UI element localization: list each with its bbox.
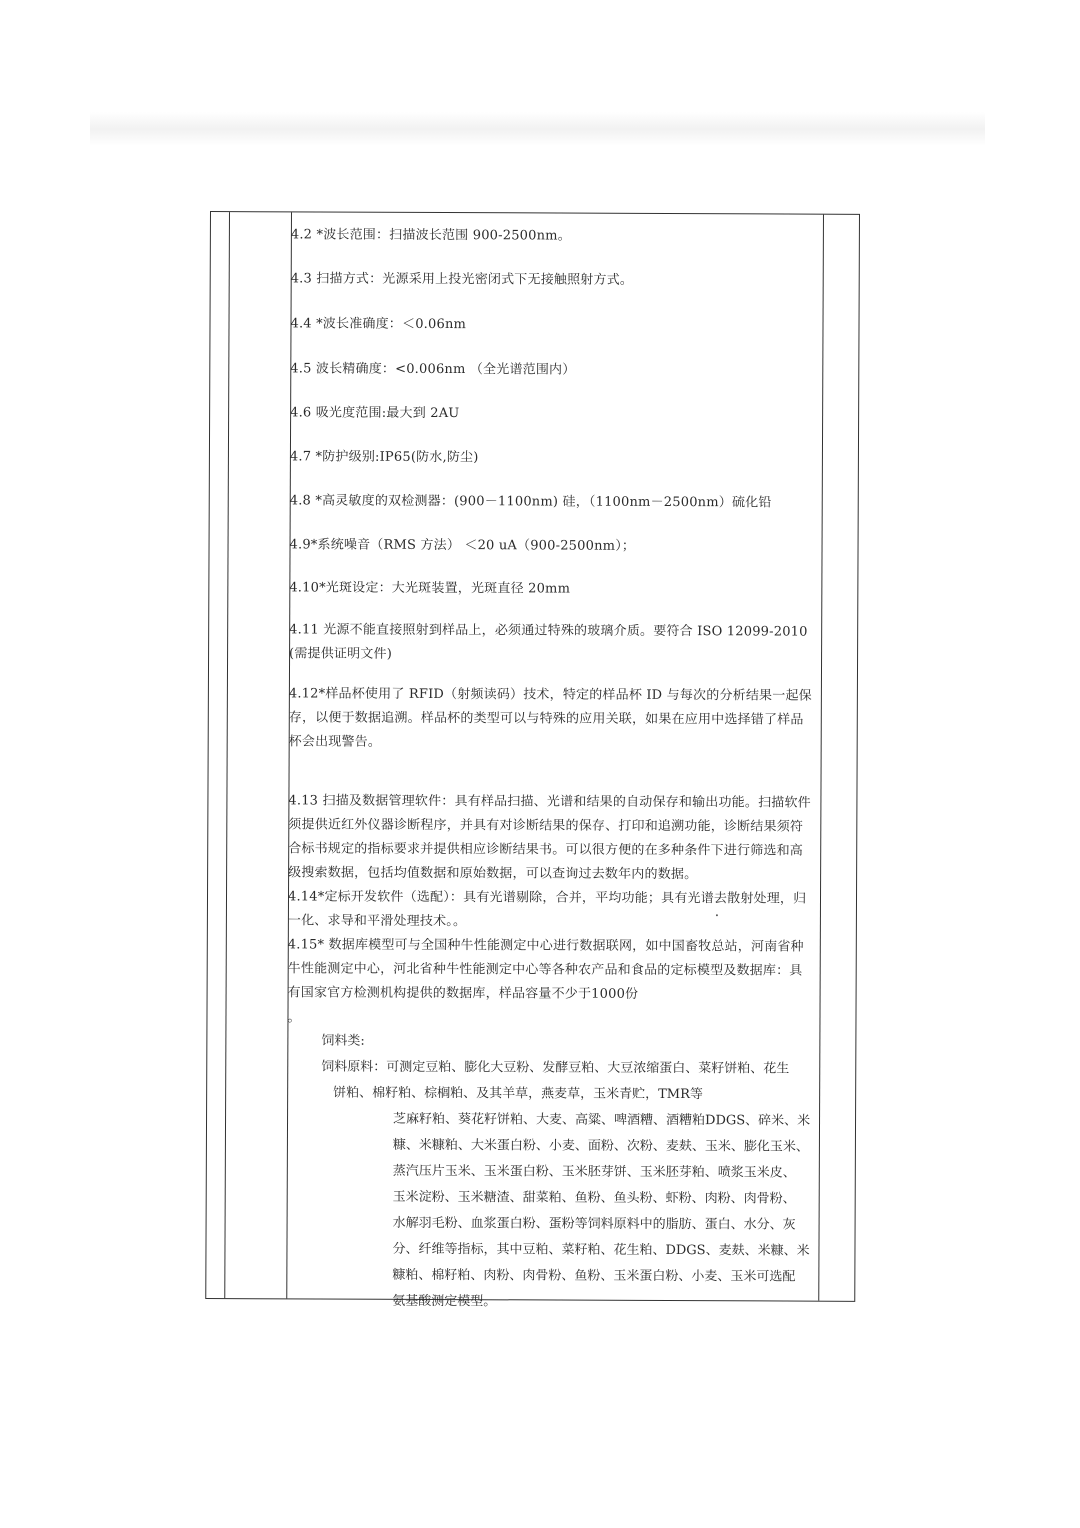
spec-item-4-10: 4.10*光斑设定：大光斑装置，光斑直径 20mm — [289, 580, 571, 597]
spec-content-cell — [287, 212, 823, 1310]
spec-item-4-11: 4.11 光源不能直接照射到样品上，必须通过特殊的玻璃介质。要符合 ISO 12099-2010 (需提供证明文件) — [289, 622, 808, 662]
feed-line: 饲料原料：可测定豆粕、膨化大豆粉、发酵豆粕、大豆浓缩蛋白、菜籽饼粕、花生 — [321, 1059, 790, 1077]
feed-line: 蒸汽压片玉米、玉米蛋白粉、玉米胚芽饼、玉米胚芽粕、喷浆玉米皮、 — [392, 1163, 796, 1181]
feed-line: 水解羽毛粉、血浆蛋白粉、蛋粉等饲料原料中的脂肪、蛋白、水分、灰 — [392, 1215, 796, 1233]
spec-item-4-4: 4.4 *波长准确度：＜0.06nm — [290, 316, 467, 333]
spec-item-4-15-tail: 。 — [287, 1010, 301, 1026]
feed-line: 玉米淀粉、玉米糖渣、甜菜粕、鱼粉、鱼头粉、虾粉、肉粉、肉骨粉、 — [392, 1189, 796, 1207]
feed-heading: 饲料类: — [321, 1033, 365, 1049]
scan-speck — [716, 914, 718, 916]
spec-item-4-2: 4.2 *波长范围：扫描波长范围 900-2500nm。 — [290, 227, 571, 244]
feed-line: 芝麻籽粕、葵花籽饼粕、大麦、高粱、啤酒糟、酒糟粕DDGS、碎米、米 — [393, 1111, 811, 1129]
spec-item-4-6: 4.6 吸光度范围:最大到 2AU — [290, 405, 460, 422]
spec-item-4-3: 4.3 扫描方式：光源采用上投光密闭式下无接触照射方式。 — [290, 271, 634, 288]
feed-line: 氨基酸测定模型。 — [392, 1293, 497, 1310]
feed-line: 饼粕、棉籽粕、棕榈粕、及其羊草，燕麦草，玉米青贮，TMR等 — [333, 1085, 703, 1103]
spec-item-4-8: 4.8 *高灵敏度的双检测器：(900－1100nm) 硅，（1100nm－2500nm）硫化铅 — [289, 493, 772, 511]
scan-shadow — [90, 112, 985, 146]
feed-section — [286, 1028, 812, 1316]
column-divider — [818, 215, 824, 1301]
spec-item-4-7: 4.7 *防护级别:IP65(防水,防尘) — [289, 449, 479, 466]
spec-item-4-13: 4.13 扫描及数据管理软件：具有样品扫描、光谱和结果的自动保存和输出功能。扫描软件须提供近红外仪器诊断程序，并具有对诊断结果的保存、打印和追溯功能，诊断结果须符合标书规定的指标要求并提供相应诊断结果书。可以很方便的在多种条件下进行筛选和高级搜索数据，包括均值数据和原始数据，可以查询过去数年内的数据。 — [288, 793, 811, 883]
feed-line: 分、纤维等指标，其中豆粕、菜籽粕、花生粕、DDGS、麦麸、米糠、米 — [392, 1241, 810, 1259]
spec-item-4-9: 4.9*系统噪音（RMS 方法） ＜20 uA（900-2500nm）； — [289, 537, 636, 554]
spec-item-4-15: 4.15* 数据库模型可与全国种牛性能测定中心进行数据联网，如中国畜牧总站，河南省种牛性能测定中心，河北省种牛性能测定中心等各种农产品和食品的定标模型及数据库：具有国家官方检测机构提供的数据库，样品容量不少于1000份 — [287, 937, 804, 1002]
feed-line: 糠粕、棉籽粕、肉粉、肉骨粉、鱼粉、玉米蛋白粉、小麦、玉米可选配 — [392, 1267, 796, 1285]
spec-item-4-14: 4.14*定标开发软件（选配）：具有光谱剔除，合并，平均功能；具有光谱去散射处理，归一化、求导和平滑处理技术。。 — [287, 889, 807, 930]
spec-item-4-12: 4.12*样品杯使用了 RFID（射频读码）技术，特定的样品杯 ID 与每次的分析结果一起保存，以便于数据追溯。样品杯的类型可以与特殊的应用关联，如果在应用中选择错了样品杯会出现警告。 — [288, 686, 812, 750]
column-divider — [224, 212, 230, 1298]
feed-line: 糠、米糠粕、大米蛋白粉、小麦、面粉、次粉、麦麸、玉米、膨化玉米、 — [392, 1137, 809, 1155]
spec-table — [205, 211, 860, 1310]
spec-item-4-5: 4.5 波长精确度：<0.006nm （全光谱范围内） — [290, 361, 576, 378]
